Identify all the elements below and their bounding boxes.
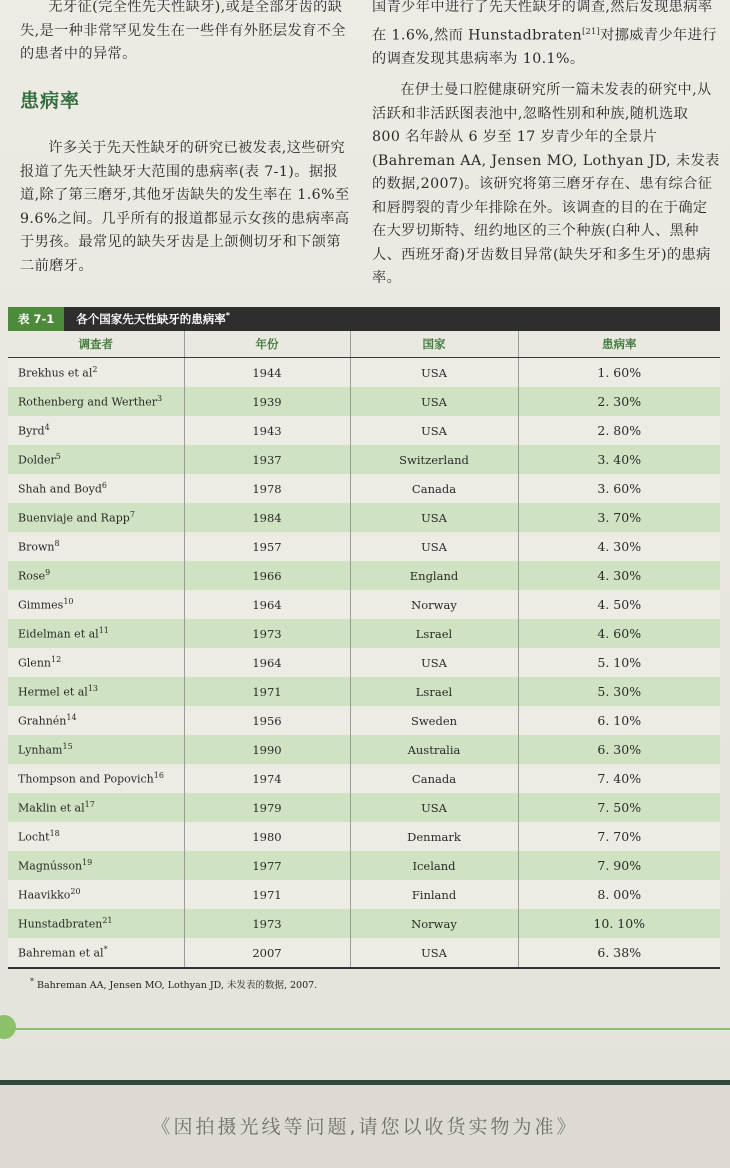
cell-country-text: England	[409, 568, 459, 583]
table-header-row	[8, 331, 720, 358]
header-year: 年份	[184, 331, 350, 358]
cell-prevalence	[518, 793, 720, 822]
cell-country	[350, 851, 518, 880]
cell-prevalence-text: 6. 10%	[597, 713, 642, 728]
cell-country-text: USA	[421, 800, 447, 815]
cell-year-text: 1980	[252, 829, 282, 844]
cell-country-text: Sweden	[410, 713, 458, 728]
cell-year	[184, 619, 350, 648]
cell-investigator-text: Haavikko	[18, 888, 71, 902]
cell-country-text: USA	[421, 655, 447, 670]
cell-country-text: Canada	[411, 771, 457, 786]
cell-prevalence-text: 4. 50%	[597, 597, 642, 612]
table-row	[8, 938, 720, 968]
reference-number: 11	[98, 626, 109, 636]
table-row	[8, 619, 720, 648]
cell-country-text: USA	[421, 945, 447, 960]
cell-investigator	[8, 938, 184, 968]
table-number: 表 7-1	[8, 307, 64, 331]
cell-country-text: Lsrael	[415, 626, 453, 641]
cell-country	[350, 590, 518, 619]
cell-prevalence	[518, 648, 720, 677]
table-row	[8, 561, 720, 590]
data-table	[8, 331, 720, 969]
cell-year-text: 1971	[252, 684, 282, 699]
cell-prevalence-text: 10. 10%	[593, 916, 646, 931]
table-row	[8, 358, 720, 388]
reference-number: 2	[92, 365, 98, 375]
cell-prevalence-text: 4. 60%	[597, 626, 642, 641]
cell-year	[184, 880, 350, 909]
prevalence-paragraph: 许多关于先天性缺牙的研究已被发表,这些研究报道了先天性缺牙大范围的患病率(表 7-1)。据报道,除了第三磨牙,其他牙齿缺失的发生率在 1.6%至 9.6%之间。几乎所有的报道都显示女孩的患病率高于男孩。最常见的缺失牙齿是上颌侧切牙和下颌第二前磨牙。	[20, 140, 350, 274]
cell-country	[350, 619, 518, 648]
cell-year-text: 1943	[252, 423, 282, 438]
table-row	[8, 822, 720, 851]
cell-investigator-text: Hunstadbraten	[18, 917, 103, 931]
cell-prevalence-text: 5. 10%	[597, 655, 642, 670]
cell-investigator	[8, 561, 184, 590]
table-row	[8, 706, 720, 735]
cell-prevalence	[518, 677, 720, 706]
reference-number: *	[103, 945, 108, 955]
cell-year	[184, 938, 350, 968]
cell-country	[350, 532, 518, 561]
table-row	[8, 677, 720, 706]
cell-investigator	[8, 590, 184, 619]
cell-investigator-text: Magnússon	[18, 859, 83, 873]
cell-investigator	[8, 416, 184, 445]
cell-country	[350, 793, 518, 822]
table-row	[8, 735, 720, 764]
cell-country	[350, 764, 518, 793]
table-row	[8, 387, 720, 416]
reference-number: 15	[62, 742, 73, 752]
cell-country	[350, 503, 518, 532]
reference-number: 18	[49, 829, 60, 839]
cell-investigator-text: Lynham	[18, 743, 63, 757]
cell-investigator	[8, 677, 184, 706]
reference-number: 10	[63, 597, 74, 607]
cell-prevalence-text: 7. 90%	[597, 858, 642, 873]
section-heading: 患病率	[20, 89, 81, 112]
cell-prevalence	[518, 445, 720, 474]
cell-investigator	[8, 793, 184, 822]
reference-number: 17	[84, 800, 95, 810]
cell-investigator-text: Byrd	[18, 424, 45, 438]
table-row	[8, 532, 720, 561]
cell-prevalence-text: 7. 50%	[597, 800, 642, 815]
table-row	[8, 416, 720, 445]
cell-year	[184, 822, 350, 851]
cell-year	[184, 503, 350, 532]
cell-year-text: 1937	[252, 452, 282, 467]
cell-investigator-text: Brekhus et al	[18, 366, 93, 380]
cell-country-text: Norway	[411, 916, 457, 931]
cell-prevalence	[518, 503, 720, 532]
table-row	[8, 851, 720, 880]
reference-number: 8	[54, 539, 60, 549]
cell-prevalence	[518, 735, 720, 764]
cell-investigator-text: Rose	[18, 569, 46, 583]
cell-year	[184, 735, 350, 764]
cell-year	[184, 793, 350, 822]
cell-prevalence	[518, 909, 720, 938]
cell-prevalence	[518, 561, 720, 590]
cell-country	[350, 706, 518, 735]
cell-year-text: 1971	[252, 887, 282, 902]
survey-text-a: 国青少年中进行了先天性缺牙的调查,然后发现患病率在 1.6%,然而 Hunstadbraten	[372, 0, 713, 44]
table-title-mark: *	[225, 311, 230, 321]
cell-investigator-text: Gimmes	[18, 598, 64, 612]
reference-number: 9	[45, 568, 51, 578]
cell-investigator	[8, 909, 184, 938]
cell-country	[350, 822, 518, 851]
reference-number: 14	[66, 713, 77, 723]
cell-country	[350, 648, 518, 677]
cell-investigator	[8, 387, 184, 416]
cell-investigator-text: Locht	[18, 830, 50, 844]
cell-investigator	[8, 764, 184, 793]
cell-prevalence-text: 2. 80%	[597, 423, 642, 438]
cell-country	[350, 938, 518, 968]
cell-prevalence	[518, 416, 720, 445]
header-investigator: 调查者	[8, 331, 184, 358]
cell-country	[350, 880, 518, 909]
cell-year-text: 1956	[252, 713, 282, 728]
cell-investigator-text: Hermel et al	[18, 685, 88, 699]
cell-prevalence-text: 7. 70%	[597, 829, 642, 844]
table-title	[64, 311, 230, 327]
right-column	[372, 0, 720, 291]
cell-investigator	[8, 880, 184, 909]
prevalence-table	[8, 307, 720, 991]
cell-prevalence-text: 6. 30%	[597, 742, 642, 757]
footnote-text: Bahreman AA, Jensen MO, Lothyan JD, 未发表的数据, 2007.	[37, 980, 318, 992]
cell-year	[184, 851, 350, 880]
reference-number: 5	[55, 452, 61, 462]
intro-paragraph: 无牙征(完全性先天性缺牙),或是全部牙齿的缺失,是一种非常罕见发生在一些伴有外胚层发育不全的患者中的异常。	[20, 0, 346, 62]
cell-prevalence	[518, 880, 720, 909]
cell-country-text: Denmark	[407, 829, 461, 844]
cell-investigator	[8, 735, 184, 764]
cell-year	[184, 677, 350, 706]
photo-disclaimer: 《因拍摄光线等问题,请您以收货实物为准》	[151, 1116, 579, 1138]
cell-country	[350, 445, 518, 474]
cell-prevalence-text: 3. 40%	[597, 452, 642, 467]
cell-country-text: USA	[421, 394, 447, 409]
cell-year	[184, 909, 350, 938]
reference-number: 3	[156, 394, 163, 404]
cell-year	[184, 590, 350, 619]
table-body	[8, 358, 720, 969]
cell-prevalence-text: 8. 00%	[597, 887, 642, 902]
cell-year	[184, 764, 350, 793]
cell-country	[350, 416, 518, 445]
cell-investigator	[8, 358, 184, 388]
cell-investigator-text: Dolder	[18, 453, 56, 467]
header-prevalence: 患病率	[518, 331, 720, 358]
reference-number: 7	[129, 510, 135, 520]
cell-country	[350, 561, 518, 590]
table-row	[8, 764, 720, 793]
left-column	[20, 0, 350, 278]
cell-year-text: 1977	[252, 858, 282, 873]
cell-investigator-text: Brown	[18, 540, 55, 554]
cell-investigator-text: Rothenberg and Werther	[18, 395, 157, 409]
cell-investigator-text: Maklin et al	[18, 801, 85, 815]
cell-investigator	[8, 445, 184, 474]
cell-year-text: 1939	[252, 394, 282, 409]
cell-year-text: 2007	[252, 945, 282, 960]
reference-number: 16	[153, 771, 164, 781]
table-row	[8, 880, 720, 909]
cell-year-text: 1944	[252, 365, 282, 380]
cell-country	[350, 909, 518, 938]
reference-number: 19	[82, 858, 93, 868]
cell-country	[350, 387, 518, 416]
reference-number: 4	[44, 423, 50, 433]
cell-country	[350, 474, 518, 503]
cell-prevalence-text: 4. 30%	[597, 568, 642, 583]
cell-year	[184, 706, 350, 735]
eastman-study-paragraph: 在伊士曼口腔健康研究所一篇未发表的研究中,从活跃和非活跃图表池中,忽略性别和种族,随机选取 800 名年龄从 6 岁至 17 岁青少年的全景片(Bahreman AA, Jensen MO, Lothyan JD, 未发表的数据,2007)。该研究将第三磨牙存在、患有综合征和唇腭裂的青少年排除在外。该调查的目的在于确定在大罗切斯特、纽约地区的三个种族(白种人、黑种人、西班牙裔)牙齿数目异常(缺失牙和多生牙)的患病率。	[372, 82, 720, 287]
cell-country-text: Iceland	[412, 858, 456, 873]
cell-prevalence	[518, 764, 720, 793]
cell-country-text: USA	[421, 423, 447, 438]
cell-year-text: 1974	[252, 771, 282, 786]
cell-year-text: 1990	[252, 742, 282, 757]
cell-prevalence-text: 6. 38%	[597, 945, 642, 960]
cell-investigator-text: Glenn	[18, 656, 51, 670]
cell-investigator-text: Buenviaje and Rapp	[18, 511, 130, 525]
cell-prevalence-text: 5. 30%	[597, 684, 642, 699]
cell-year-text: 1964	[252, 655, 282, 670]
table-row	[8, 474, 720, 503]
cell-prevalence-text: 2. 30%	[597, 394, 642, 409]
cell-prevalence	[518, 532, 720, 561]
cell-investigator	[8, 851, 184, 880]
cell-investigator-text: Grahnén	[18, 714, 67, 728]
decorative-rule	[10, 1028, 730, 1030]
cell-country-text: USA	[421, 510, 447, 525]
cell-year-text: 1973	[252, 626, 282, 641]
cell-year	[184, 416, 350, 445]
cell-prevalence	[518, 474, 720, 503]
cell-prevalence	[518, 938, 720, 968]
cell-prevalence	[518, 851, 720, 880]
cell-country-text: Finland	[411, 887, 457, 902]
survey-paragraph	[372, 0, 720, 71]
cell-investigator	[8, 648, 184, 677]
cell-investigator-text: Bahreman et al	[18, 946, 104, 960]
table-row	[8, 909, 720, 938]
table-row	[8, 503, 720, 532]
cell-prevalence	[518, 822, 720, 851]
cell-year-text: 1957	[252, 539, 282, 554]
table-row	[8, 648, 720, 677]
reference-number: 21	[102, 916, 113, 926]
footnote-mark: *	[30, 977, 34, 986]
cell-year	[184, 387, 350, 416]
cell-country	[350, 735, 518, 764]
header-country: 国家	[350, 331, 518, 358]
cell-year-text: 1979	[252, 800, 282, 815]
reference-number: 20	[70, 887, 81, 897]
cell-country-text: Canada	[411, 481, 457, 496]
cell-prevalence-text: 7. 40%	[597, 771, 642, 786]
cell-prevalence	[518, 706, 720, 735]
cell-investigator	[8, 503, 184, 532]
cell-investigator-text: Thompson and Popovich	[18, 772, 154, 786]
cell-investigator-text: Shah and Boyd	[18, 482, 102, 496]
table-caption	[8, 307, 720, 331]
cell-year-text: 1978	[252, 481, 282, 496]
cell-country-text: Switzerland	[399, 452, 469, 467]
cell-country-text: Norway	[411, 597, 457, 612]
table-footnote	[30, 977, 720, 991]
cell-year	[184, 648, 350, 677]
cell-year	[184, 445, 350, 474]
book-edge	[0, 1080, 730, 1085]
reference-number: 6	[101, 481, 107, 491]
cell-year-text: 1966	[252, 568, 282, 583]
cell-country	[350, 677, 518, 706]
cell-year	[184, 561, 350, 590]
cell-investigator	[8, 706, 184, 735]
cell-year-text: 1964	[252, 597, 282, 612]
table-row	[8, 793, 720, 822]
cell-prevalence-text: 1. 60%	[597, 365, 642, 380]
cell-prevalence	[518, 358, 720, 388]
decorative-curve	[0, 1015, 16, 1039]
cell-country-text: Lsrael	[415, 684, 453, 699]
reference-mark: [21]	[582, 26, 601, 36]
cell-country-text: USA	[421, 365, 447, 380]
cell-prevalence-text: 4. 30%	[597, 539, 642, 554]
cell-prevalence	[518, 590, 720, 619]
reference-number: 12	[50, 655, 62, 665]
cell-prevalence	[518, 387, 720, 416]
cell-year	[184, 358, 350, 388]
table-row	[8, 590, 720, 619]
cell-country-text: Australia	[407, 742, 461, 757]
table-title-text: 各个国家先天性缺牙的患病率	[76, 312, 226, 326]
cell-year-text: 1973	[252, 916, 282, 931]
cell-prevalence-text: 3. 70%	[597, 510, 642, 525]
cell-year	[184, 532, 350, 561]
cell-year-text: 1984	[252, 510, 282, 525]
cell-investigator-text: Eidelman et al	[18, 627, 99, 641]
cell-investigator	[8, 619, 184, 648]
cell-country-text: USA	[421, 539, 447, 554]
cell-investigator	[8, 822, 184, 851]
table-row	[8, 445, 720, 474]
cell-year	[184, 474, 350, 503]
cell-country	[350, 358, 518, 388]
cell-investigator	[8, 532, 184, 561]
cell-investigator	[8, 474, 184, 503]
cell-prevalence	[518, 619, 720, 648]
cell-prevalence-text: 3. 60%	[597, 481, 642, 496]
survey-text-b: 对挪威青少年进行的调查发现其患病率为 10.1%。	[372, 27, 717, 67]
reference-number: 13	[87, 684, 99, 694]
